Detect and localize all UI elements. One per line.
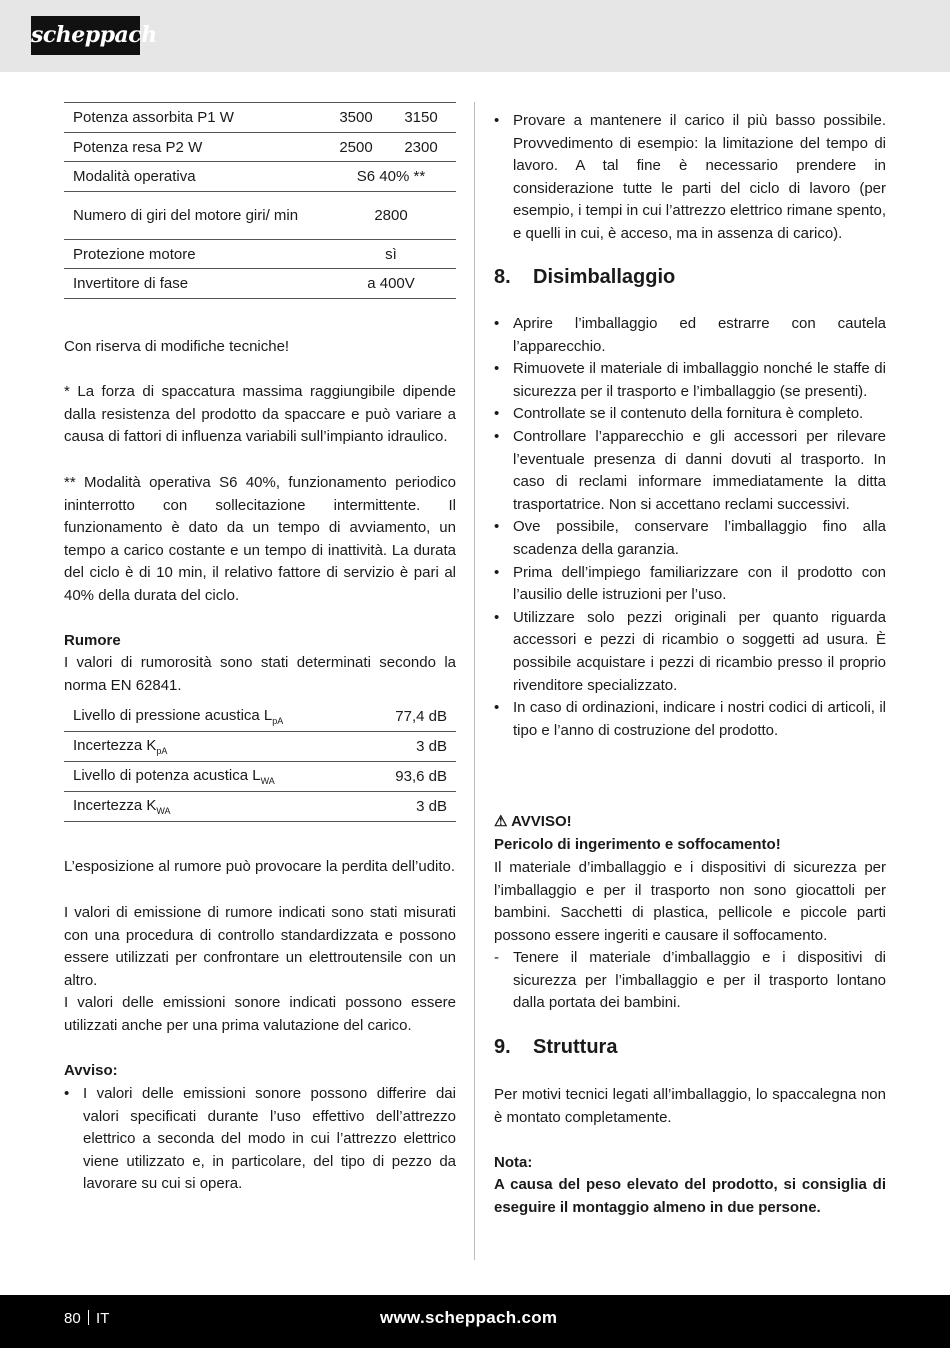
noise-value: 3 dB bbox=[364, 792, 456, 822]
list-item: • Controllate se il contenuto della fornitura è completo. bbox=[494, 405, 864, 423]
footnote-operating-mode: ** Modalità operativa S6 40%, funzionamento periodico ininterrotto con sollecitazione intermittente. Il funzionamento è dato da un tempo di avviamento, un tempo a carico costante e un tempo di inattività. La durata del ciclo è di 10 min, il relativo fattore di servizio è pari al 40% della durata del ciclo. bbox=[64, 474, 456, 604]
noise-emission-text: I valori di emissione di rumore indicati sono stati misurati con una procedura di controllo standardizzata e possono essere utilizzati per confrontare un elettroutensile con un altro. bbox=[64, 904, 456, 989]
noise-evaluation-text: I valori delle emissioni sonore indicati possono essere utilizzati anche per una prima valutazione del carico. bbox=[64, 994, 456, 1034]
noise-label: Incertezza $K_{pA}$ bbox=[64, 732, 364, 762]
section-title: Disimballaggio bbox=[533, 266, 676, 288]
spec-label: Potenza resa P2 W bbox=[64, 133, 317, 162]
spec-value: 2500 bbox=[317, 133, 386, 162]
website-url: www.scheppach.com bbox=[380, 1308, 558, 1327]
spec-label: Modalità operativa bbox=[64, 162, 317, 192]
list-item: • Rimuovete il materiale di imballaggio nonché le staffe di sicurezza per il trasporto e l’imballaggio (se presenti). bbox=[494, 360, 886, 400]
avviso-list bbox=[494, 947, 886, 1015]
nota-label: Nota: bbox=[494, 1154, 533, 1171]
spec-label: Protezione motore bbox=[64, 240, 317, 269]
noise-heading: Rumore bbox=[64, 632, 121, 649]
noise-intro: I valori di rumorosità sono stati determinati secondo la norma EN 62841. bbox=[64, 654, 456, 694]
spec-label: Numero di giri del motore giri/ min bbox=[64, 192, 317, 240]
avviso-text: Il materiale d’imballaggio e i dispositivi di sicurezza per l’imballaggio e per il trasporto non sono giocattoli per bambini. Sacchetti di plastica, pellicole e piccole parti possono essere ingeriti e causare il soffocamento. bbox=[494, 859, 886, 944]
avviso-subtitle: Pericolo di ingerimento e soffocamento! bbox=[494, 836, 781, 853]
noise-value: 93,6 dB bbox=[364, 762, 456, 792]
spec-table bbox=[64, 102, 456, 299]
spec-value: 2300 bbox=[386, 133, 456, 162]
noise-row bbox=[64, 732, 456, 762]
spec-row bbox=[64, 133, 456, 162]
noise-exposure-text: L’esposizione al rumore può provocare la perdita dell’udito. bbox=[64, 858, 456, 875]
spec-row bbox=[64, 103, 456, 133]
spec-value: sì bbox=[317, 240, 456, 269]
noise-row bbox=[64, 702, 456, 732]
spec-row bbox=[64, 269, 456, 299]
noise-table bbox=[64, 702, 456, 822]
spec-value: a 400V bbox=[317, 269, 456, 299]
unpacking-list bbox=[494, 313, 886, 742]
list-item: • Provare a mantenere il carico il più basso possibile. Provvedimento di esempio: la limitazione del tempo di lavoro. A tal fine è necessario prendere in considerazione tutte le parti del ciclo di lavoro (per esempio, i tempi in cui l’attrezzo elettrico rimane spento, e quelli in cui, è acceso, ma in assenza di carico). bbox=[494, 112, 886, 242]
warning-icon: ⚠ bbox=[494, 813, 508, 830]
spec-value: 3500 bbox=[317, 103, 386, 133]
nota-text: A causa del peso elevato del prodotto, si consiglia di eseguire il montaggio almeno in due persone. bbox=[494, 1176, 886, 1216]
spec-row bbox=[64, 192, 456, 240]
list-item: • Ove possibile, conservare l’imballaggio fino alla scadenza della garanzia. bbox=[494, 518, 886, 558]
section-number: 8. bbox=[494, 266, 511, 288]
noise-label: Incertezza $K_{WA}$ bbox=[64, 792, 364, 822]
list-item: • Utilizzare solo pezzi originali per quanto riguarda accessori e pezzi di ricambio o soggetti ad usura. È possibile acquistare i pezzi di ricambio presso il proprio rivenditore specializzato. bbox=[494, 608, 886, 694]
section-title: Struttura bbox=[533, 1036, 618, 1058]
list-item: • I valori delle emissioni sonore possono differire dai valori specificati durante l’uso effettivo dell’attrezzo elettrico a seconda del modo in cui l’attrezzo elettrico viene utilizzato e, in particolare, del tipo di pezzo da lavorare su cui si opera. bbox=[64, 1085, 456, 1193]
section-number: 9. bbox=[494, 1036, 511, 1058]
section-8-heading bbox=[494, 266, 675, 289]
noise-label: Livello di potenza acustica $L_{WA}$ bbox=[64, 762, 364, 792]
list-item: - Tenere il materiale d’imballaggio e i dispositivi di sicurezza per l’imballaggio e per il trasporto lontano dalla portata dei bambini. bbox=[494, 949, 886, 1012]
noise-row bbox=[64, 792, 456, 822]
spec-label: Invertitore di fase bbox=[64, 269, 317, 299]
spec-row bbox=[64, 162, 456, 192]
structure-text: Per motivi tecnici legati all’imballaggio, lo spaccalegna non è montato completamente. bbox=[494, 1086, 886, 1126]
technical-changes-note: Con riserva di modifiche tecniche! bbox=[64, 338, 290, 355]
spec-value: S6 40% ** bbox=[317, 162, 456, 192]
footnote-splitting-force: * La forza di spaccatura massima raggiungibile dipende dalla resistenza del prodotto da spaccare e può variare a causa di fattori di influenza variabili sull’impianto idraulico. bbox=[64, 383, 456, 446]
list-item: • Controllare l’apparecchio e gli accessori per rilevare l’eventuale presenza di danni dovuti al trasporto. In caso di reclami informare immediatamente la ditta trasportatrice. Non si accettano reclami successivi. bbox=[494, 427, 886, 513]
warning-heading: Avviso: bbox=[64, 1062, 118, 1079]
page-footer bbox=[0, 1295, 950, 1348]
avviso-label: ⚠ AVVISO! bbox=[494, 813, 572, 830]
noise-value: 77,4 dB bbox=[364, 702, 456, 732]
list-item: • In caso di ordinazioni, indicare i nostri codici di articoli, il tipo e l’anno di costruzione del prodotto. bbox=[494, 699, 886, 739]
spec-row bbox=[64, 240, 456, 269]
load-list bbox=[494, 110, 886, 246]
spec-value: 2800 bbox=[317, 192, 456, 240]
column-divider bbox=[474, 102, 475, 1260]
list-item: • Prima dell’impiego familiarizzare con il prodotto con l’ausilio delle istruzioni per l’uso. bbox=[494, 563, 886, 604]
scheppach-logo: scheppach bbox=[31, 16, 140, 55]
section-9-heading bbox=[494, 1036, 617, 1059]
noise-label: Livello di pressione acustica $L_{pA}$ bbox=[64, 702, 364, 732]
noise-row bbox=[64, 762, 456, 792]
warning-list bbox=[64, 1083, 456, 1196]
list-item: • Aprire l’imballaggio ed estrarre con cautela l’apparecchio. bbox=[494, 315, 886, 355]
spec-value: 3150 bbox=[386, 103, 456, 133]
page-number: 80 IT bbox=[64, 1310, 110, 1327]
spec-label: Potenza assorbita P1 W bbox=[64, 103, 317, 133]
noise-value: 3 dB bbox=[364, 732, 456, 762]
page-header bbox=[0, 0, 950, 72]
